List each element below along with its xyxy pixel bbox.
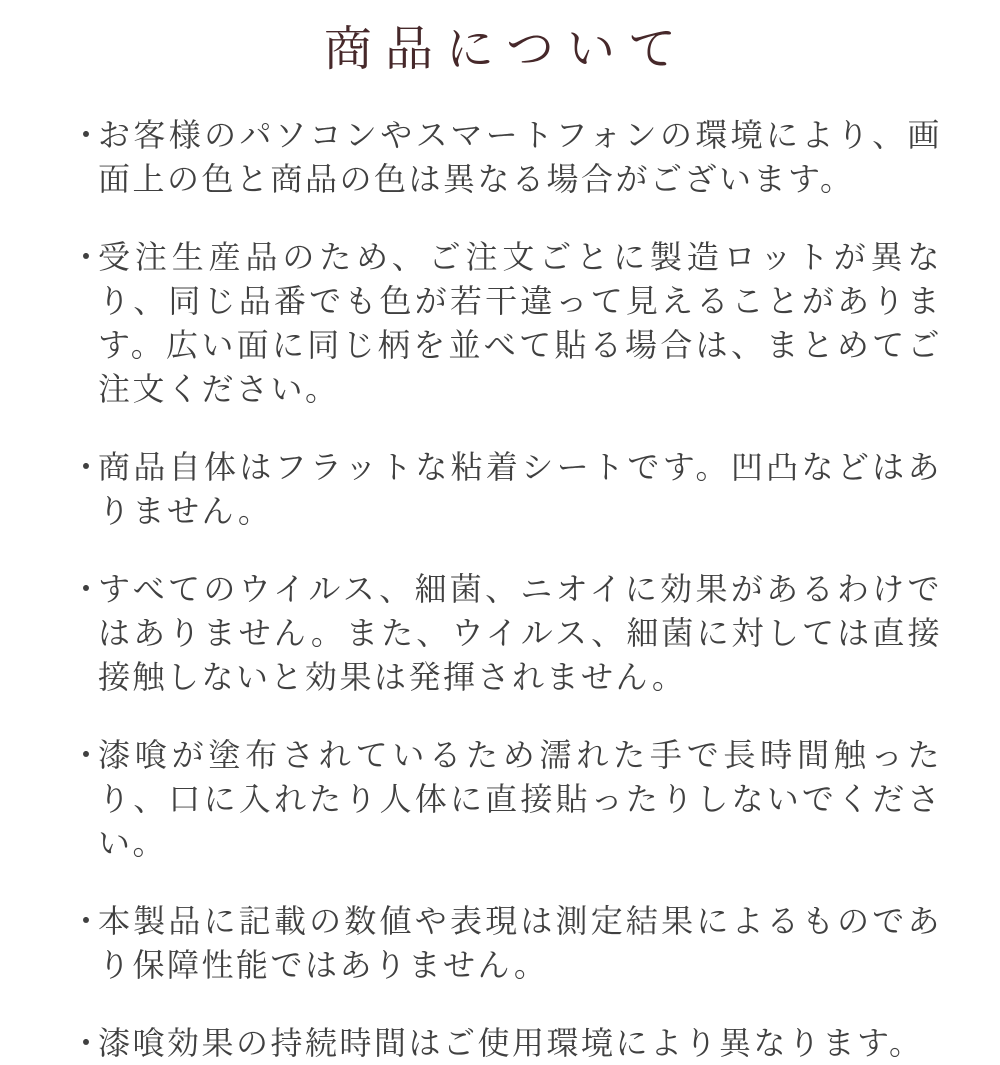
notice-item-production-lot: [72, 235, 942, 411]
notice-item-text: 漆喰効果の持続時間はご使用環境により異なります。: [98, 1025, 924, 1061]
notice-item-text: 商品自体はフラットな粘着シートです。凹凸などはありません。: [98, 449, 942, 529]
bullet-dot-icon: ・: [70, 571, 103, 607]
notice-item-screen-color: [72, 113, 942, 201]
bullet-dot-icon: ・: [70, 449, 103, 485]
page-title: 商品について: [323, 23, 690, 76]
notice-item-plaster-caution: [72, 733, 942, 865]
notice-item-effect-duration: [72, 1021, 942, 1065]
notice-item-virus-effect: [72, 567, 942, 699]
notice-item-text: 受注生産品のため、ご注文ごとに製造ロットが異なり、同じ品番でも色が若干違って見えることがあります。広い面に同じ柄を並べて貼る場合は、まとめてご注文ください。: [98, 239, 942, 407]
notice-item-text: お客様のパソコンやスマートフォンの環境により、画面上の色と商品の色は異なる場合がございます。: [98, 117, 942, 197]
bullet-dot-icon: ・: [70, 117, 103, 153]
notice-item-measurement-values: [72, 899, 942, 987]
bullet-dot-icon: ・: [70, 1025, 103, 1061]
notice-item-flat-sheet: [72, 445, 942, 533]
bullet-dot-icon: ・: [70, 239, 103, 275]
bullet-dot-icon: ・: [70, 737, 103, 773]
bullet-dot-icon: ・: [70, 903, 103, 939]
notice-item-text: 漆喰が塗布されているため濡れた手で長時間触ったり、口に入れたり人体に直接貼ったりしないでください。: [98, 737, 942, 861]
notice-list: [72, 113, 942, 1065]
notice-item-text: すべてのウイルス、細菌、ニオイに効果があるわけではありません。また、ウイルス、細菌に対しては直接接触しないと効果は発揮されません。: [98, 571, 942, 695]
product-notice-page: [0, 23, 1000, 1061]
notice-item-text: 本製品に記載の数値や表現は測定結果によるものであり保障性能ではありません。: [98, 903, 942, 983]
